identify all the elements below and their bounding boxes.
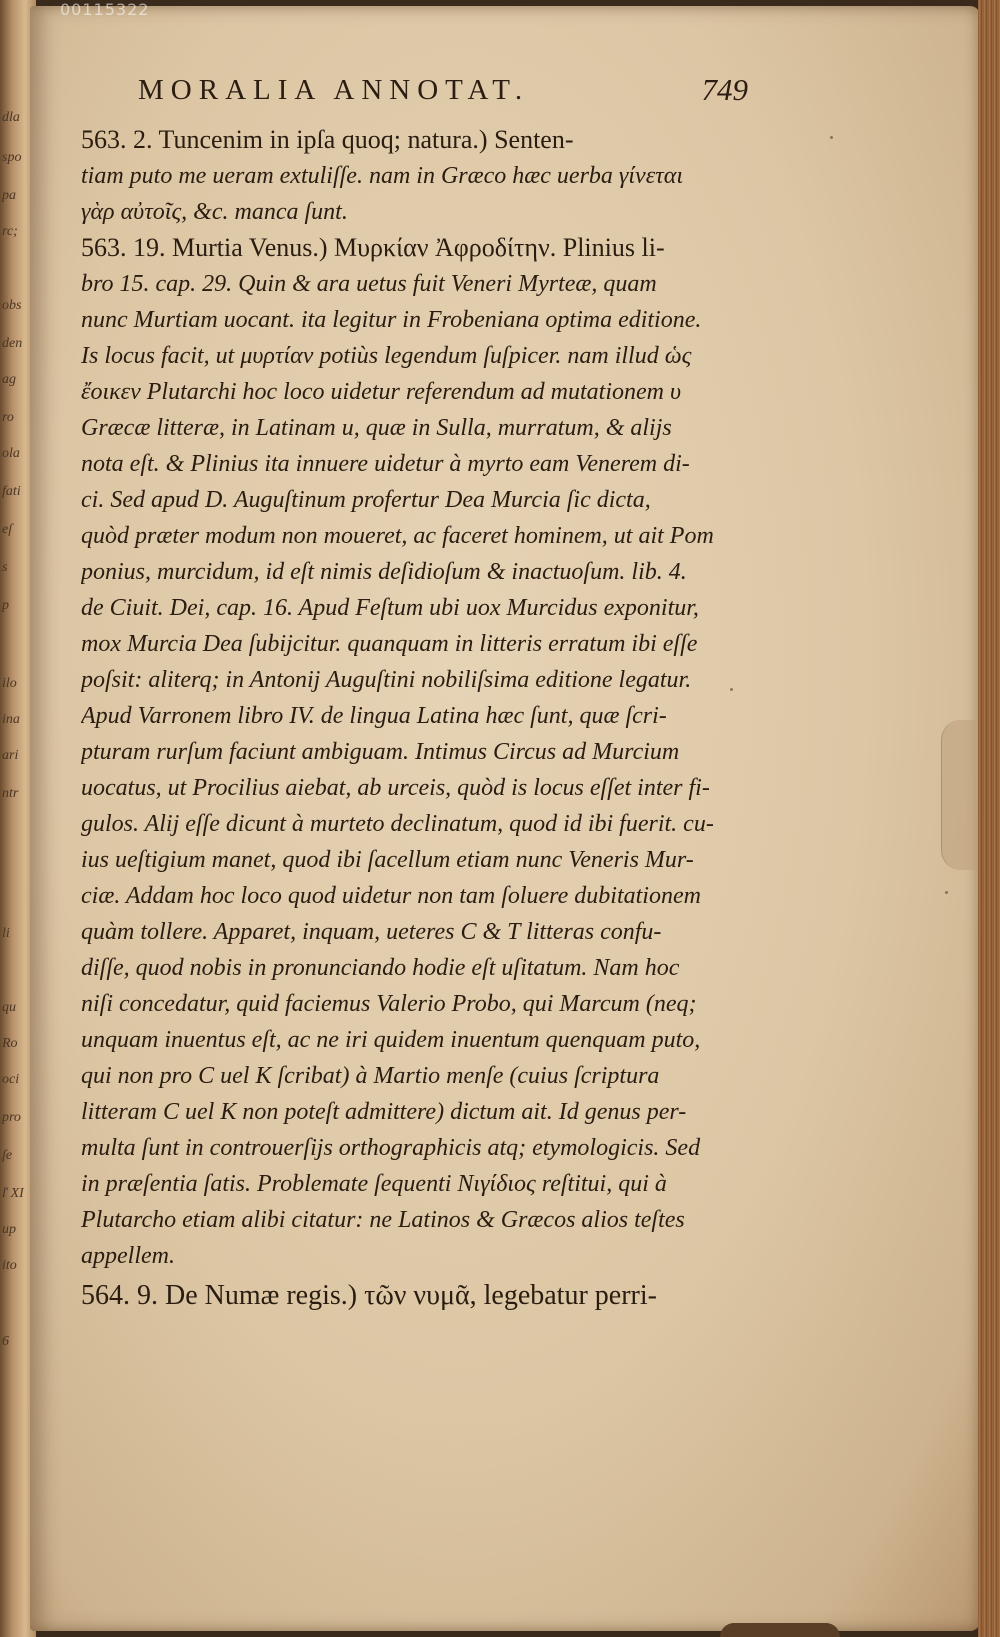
running-head-title: MORALIA ANNOTAT. xyxy=(138,74,530,106)
book-page xyxy=(30,6,980,1631)
margin-fragment: ſe xyxy=(2,1148,13,1163)
text-line: unquam inuentus eſt, ac ne iri quidem inuentum quenquam puto, xyxy=(81,1027,701,1053)
paper-speck xyxy=(730,688,733,691)
paper-speck xyxy=(830,136,833,139)
text-line: in præſentia ſatis. Problemate ſequenti Νιγίδιος reſtitui, qui à xyxy=(81,1171,667,1197)
page-tab-shadow xyxy=(941,720,982,870)
margin-fragment: rc; xyxy=(2,224,18,239)
margin-fragment: 6 xyxy=(2,1334,9,1349)
text-line: qui non pro C uel K ſcribat) à Martio menſe (cuius ſcriptura xyxy=(81,1063,660,1089)
margin-fragment: ilo xyxy=(2,676,17,691)
text-line: tiam puto me ueram extuliſſe. nam in Græco hæc uerba γίνεται xyxy=(81,163,684,189)
text-line: appellem. xyxy=(81,1243,175,1269)
text-line: 563. 2. Tuncenim in ipſa quoq; natura.) Senten- xyxy=(81,125,574,154)
margin-fragment: obs xyxy=(2,298,22,313)
text-line: nota eſt. & Plinius ita innuere uidetur à myrto eam Venerem di- xyxy=(81,451,690,477)
text-line: de Ciuit. Dei, cap. 16. Apud Feſtum ubi uox Murcidus exponitur, xyxy=(81,595,699,621)
text-line: Græcæ litteræ, in Latinam u, quæ in Sulla, murratum, & alijs xyxy=(81,415,672,441)
text-line: γὰρ αὐτοῖς, &c. manca ſunt. xyxy=(81,199,348,225)
text-line: Is locus facit, ut μυρτίαν potiùs legendum ſuſpicer. nam illud ὡς xyxy=(81,343,692,369)
text-line: uocatus, ut Procilius aiebat, ab urceis, quòd is locus eſſet inter fi- xyxy=(81,775,710,801)
text-line: quòd præter modum non moueret, ac faceret hominem, ut ait Pom xyxy=(81,523,714,549)
margin-fragment: oci xyxy=(2,1072,20,1087)
text-line: ἔοικεν Plutarchi hoc loco uidetur referendum ad mutationem υ xyxy=(81,379,682,405)
text-line: quàm tollere. Apparet, inquam, ueteres C & T litteras confu- xyxy=(81,919,662,945)
running-head xyxy=(138,74,748,114)
text-line: Plutarcho etiam alibi citatur: ne Latinos & Græcos alios teſtes xyxy=(81,1207,685,1233)
text-line: ponius, murcidum, id eſt nimis deſidioſum & inactuoſum. lib. 4. xyxy=(81,559,687,585)
margin-fragment: Ro xyxy=(2,1036,18,1051)
text-line: pturam rurſum faciunt ambiguam. Intimus Circus ad Murcium xyxy=(81,739,680,765)
scan-label: 00115322 xyxy=(60,0,150,19)
margin-fragment: s xyxy=(2,560,8,575)
text-line: poſsit: aliterq; in Antonij Auguſtini nobiliſsima editione legatur. xyxy=(81,667,692,693)
margin-fragment: ito xyxy=(2,1258,17,1273)
text-line: ci. Sed apud D. Auguſtinum profertur Dea Murcia ſic dicta, xyxy=(81,487,651,513)
margin-fragment: ag xyxy=(2,372,16,387)
text-line: litteram C uel K non poteſt admittere) dictum ait. Id genus per- xyxy=(81,1099,687,1125)
margin-fragment: eſ xyxy=(2,522,13,537)
margin-fragment: ina xyxy=(2,712,20,727)
text-line: bro 15. cap. 29. Quin & ara uetus fuit Veneri Myrteæ, quam xyxy=(81,271,657,297)
margin-fragment: ntr xyxy=(2,786,19,801)
margin-fragment: ari xyxy=(2,748,19,763)
paper-speck xyxy=(945,891,948,894)
text-line: 564. 9. De Numæ regis.) τῶν νυμᾶ, legebatur perri- xyxy=(81,1280,657,1311)
text-line: ius ueſtigium manet, quod ibi ſacellum etiam nunc Veneris Mur- xyxy=(81,847,694,873)
margin-fragment: den xyxy=(2,336,23,351)
right-page-block-edge xyxy=(978,0,1000,1637)
body-text xyxy=(81,122,771,1314)
margin-fragment: dla xyxy=(2,110,20,125)
margin-fragment: fati xyxy=(2,484,21,499)
margin-fragment: pro xyxy=(2,1110,21,1125)
text-line: nunc Murtiam uocant. ita legitur in Frobeniana optima editione. xyxy=(81,307,702,333)
text-line: Apud Varronem libro IV. de lingua Latina hæc ſunt, quæ ſcri- xyxy=(81,703,667,729)
bottom-edge-shadow xyxy=(720,1623,840,1637)
text-line: multa ſunt in controuerſijs orthographicis atq; etymologicis. Sed xyxy=(81,1135,701,1161)
margin-fragment: qu xyxy=(2,1000,16,1015)
text-line: 563. 19. Murtia Venus.) Μυρκίαν Ἀφροδίτην. Plinius li- xyxy=(81,233,665,262)
text-line: niſi concedatur, quid faciemus Valerio Probo, qui Marcum (neq; xyxy=(81,991,697,1017)
margin-fragment: p xyxy=(2,598,9,613)
page-number: 749 xyxy=(701,72,748,107)
margin-fragment: ro xyxy=(2,410,14,425)
margin-fragment: ola xyxy=(2,446,20,461)
margin-fragment: li xyxy=(2,926,10,941)
margin-fragment: up xyxy=(2,1222,16,1237)
text-line: ciæ. Addam hoc loco quod uidetur non tam ſoluere dubitationem xyxy=(81,883,701,909)
margin-fragment: spo xyxy=(2,150,22,165)
margin-fragment: pa xyxy=(2,188,16,203)
margin-fragment: ľ XI xyxy=(2,1186,24,1201)
text-line: gulos. Alij eſſe dicunt à murteto declinatum, quod id ibi fuerit. cu- xyxy=(81,811,714,837)
text-line: mox Murcia Dea ſubijcitur. quanquam in litteris erratum ibi eſſe xyxy=(81,631,698,657)
text-line: diſſe, quod nobis in pronunciando hodie eſt uſitatum. Nam hoc xyxy=(81,955,680,981)
